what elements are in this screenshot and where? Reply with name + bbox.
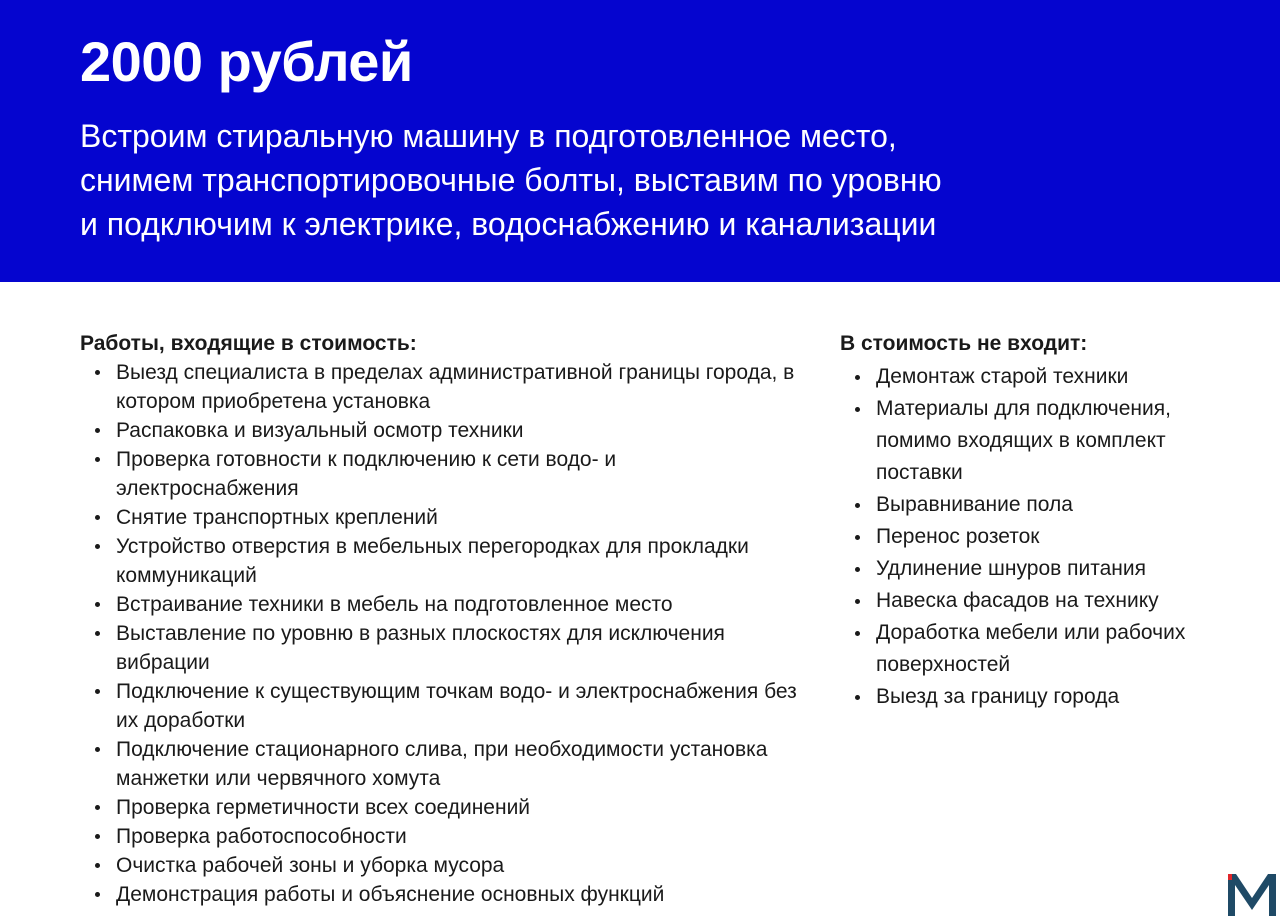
included-works-list — [80, 358, 800, 909]
list-item: Проверка работоспособности — [80, 822, 800, 851]
list-item: Снятие транспортных креплений — [80, 503, 800, 532]
list-item: Проверка готовности к подключению к сети водо- и электроснабжения — [80, 445, 800, 503]
list-item: Выставление по уровню в разных плоскостях для исключения вибрации — [80, 619, 800, 677]
list-item: Перенос розеток — [840, 521, 1240, 553]
list-item: Выезд специалиста в пределах административной границы города, в котором приобретена установка — [80, 358, 800, 416]
list-item: Удлинение шнуров питания — [840, 553, 1240, 585]
description-line: снимем транспортировочные болты, выставим по уровню — [80, 162, 942, 198]
m-logo-right-stroke — [1252, 874, 1276, 916]
list-item: Выравнивание пола — [840, 489, 1240, 521]
excluded-works-list — [840, 361, 1240, 713]
m-logo-accent — [1228, 874, 1232, 880]
m-logo-icon — [1228, 872, 1276, 916]
description-line: и подключим к электрике, водоснабжению и канализации — [80, 206, 937, 242]
list-item: Проверка герметичности всех соединений — [80, 793, 800, 822]
list-item: Демонстрация работы и объяснение основных функций — [80, 880, 800, 909]
list-item: Демонтаж старой техники — [840, 361, 1240, 393]
list-item: Навеска фасадов на технику — [840, 585, 1240, 617]
list-item: Устройство отверстия в мебельных перегородках для прокладки коммуникаций — [80, 532, 800, 590]
list-item: Выезд за границу города — [840, 681, 1240, 713]
list-item: Доработка мебели или рабочих поверхностей — [840, 617, 1240, 681]
m-logo-left-stroke — [1228, 874, 1252, 916]
list-item: Подключение стационарного слива, при необходимости установка манжетки или червячного хомута — [80, 735, 800, 793]
list-item: Материалы для подключения, помимо входящих в комплект поставки — [840, 393, 1240, 489]
excluded-works-title: В стоимость не входит: — [840, 332, 1088, 355]
list-item: Очистка рабочей зоны и уборка мусора — [80, 851, 800, 880]
description-line: Встроим стиральную машину в подготовленное место, — [80, 118, 897, 154]
included-works-title: Работы, входящие в стоимость: — [80, 332, 417, 355]
list-item: Распаковка и визуальный осмотр техники — [80, 416, 800, 445]
excluded-works-section — [840, 330, 1240, 713]
list-item: Подключение к существующим точкам водо- и электроснабжения без их доработки — [80, 677, 800, 735]
service-description — [80, 114, 1160, 246]
price-title: 2000 рублей — [80, 30, 413, 93]
included-works-section — [80, 330, 800, 909]
list-item: Встраивание техники в мебель на подготовленное место — [80, 590, 800, 619]
price-header — [0, 0, 1280, 282]
